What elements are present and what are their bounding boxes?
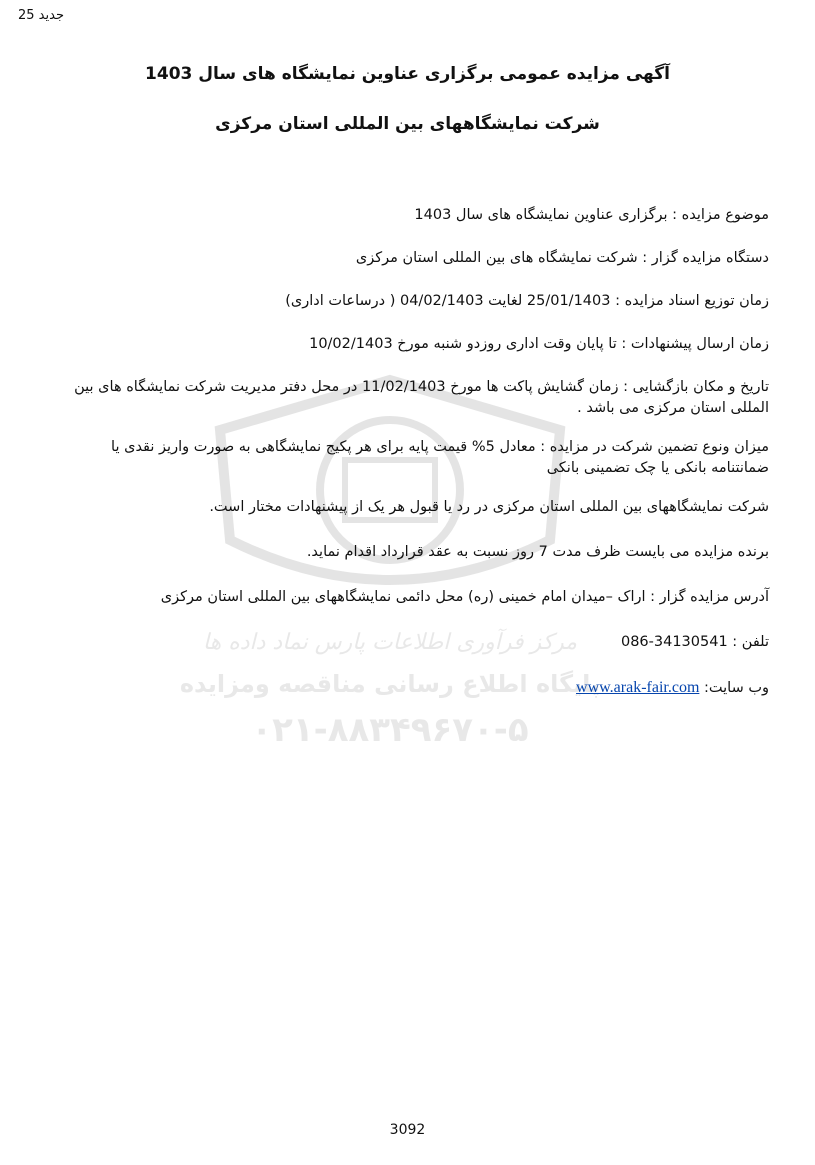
notice-subtitle: شرکت نمایشگاههای بین المللی استان مرکزی bbox=[215, 114, 600, 134]
submission-line: زمان ارسال پیشنهادات : تا پایان وقت اداری روزدو شنبه مورخ 10/02/1403 bbox=[309, 336, 769, 352]
watermark-line-2: پایگاه اطلاع رسانی مناقصه ومزایده bbox=[179, 670, 601, 698]
organizer-line: دستگاه مزایده گزار : شرکت نمایشگاه های بین المللی استان مرکزی bbox=[355, 250, 769, 266]
winner-line: برنده مزایده می بایست ظرف مدت 7 روز نسبت به عقد قرارداد اقدام نماید. bbox=[306, 544, 769, 560]
notice-title: آگهی مزایده عمومی برگزاری عناوین نمایشگاه های سال 1403 bbox=[145, 64, 670, 84]
opening-line: تاریخ و مکان بازگشایی : زمان گشایش پاکت ها مورخ 11/02/1403 در محل دفتر مدیریت شرکت نمایشگاه های بین المللی استان مرکزی می باشد . bbox=[74, 379, 769, 416]
page-number: 3092 bbox=[389, 1122, 426, 1138]
address-line: آدرس مزایده گزار : اراک –میدان امام خمینی (ره) محل دائمی نمایشگاههای بین المللی استان مرکزی bbox=[160, 589, 769, 605]
distribution-line: زمان توزیع اسناد مزایده : 25/01/1403 لغایت 04/02/1403 ( درساعات اداری) bbox=[285, 293, 769, 309]
website-label: وب سایت: bbox=[704, 680, 769, 696]
phone-label: تلفن : bbox=[732, 634, 769, 650]
notice-tag: جدید 25 bbox=[18, 8, 64, 23]
website-link[interactable]: www.arak-fair.com bbox=[576, 679, 700, 696]
phone-number: 086-34130541 bbox=[620, 634, 728, 650]
watermark-line-3: ۰۲۱-۸۸۳۴۹۶۷۰-۵ bbox=[251, 710, 529, 750]
guarantee-line: میزان ونوع تضمین شرکت در مزایده : معادل 5% قیمت پایه برای هر پکیج نمایشگاهی به صورت واریز نقدی یا ضمانتنامه بانکی یا چک تضمینی بانکی bbox=[111, 439, 769, 476]
watermark-line-1: مرکز فرآوری اطلاعات پارس نماد داده ها bbox=[202, 630, 578, 655]
website-line bbox=[52, 677, 769, 699]
subject-line: موضوع مزایده : برگزاری عناوین نمایشگاه های سال 1403 bbox=[414, 207, 769, 223]
rights-line: شرکت نمایشگاههای بین المللی استان مرکزی در رد یا قبول هر یک از پیشنهادات مختار است. bbox=[209, 499, 769, 515]
notice-body bbox=[52, 205, 769, 723]
phone-line bbox=[52, 632, 769, 653]
